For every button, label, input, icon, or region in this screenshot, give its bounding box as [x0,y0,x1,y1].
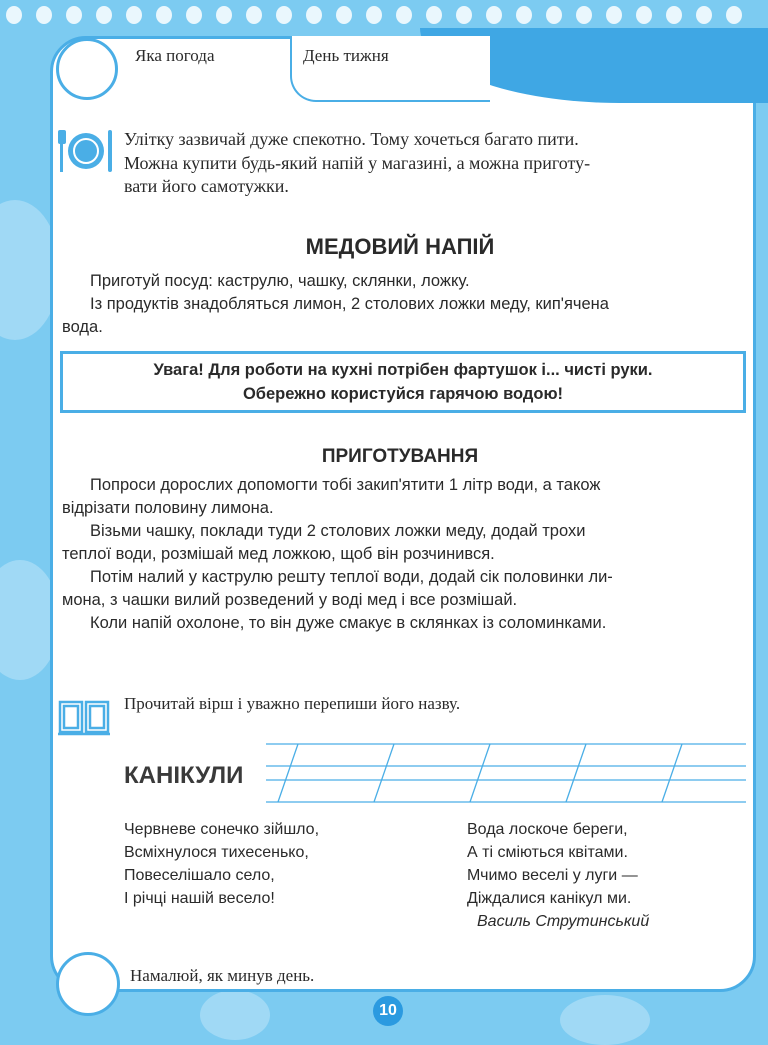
poem-line: А ті сміються квітами. [467,844,628,861]
poem-title: КАНІКУЛИ [124,762,244,789]
poem-line: Діждалися канікул ми. [467,890,632,907]
prep-line: відрізати половину лимона. [62,499,274,517]
prep-line: мона, з чашки вилий розведений у воді мед і все розмішай. [62,591,518,609]
prep-line: Візьми чашку, поклади туди 2 столових ложки меду, додай трохи [90,522,586,540]
intro-line: Улітку зазвичай дуже спекотно. Тому хочеться багато пити. [124,129,579,149]
weekday-label: День тижня [303,46,389,65]
prep-line: теплої води, розмішай мед ложкою, щоб він розчинився. [62,545,495,563]
recipe-line: Приготуй посуд: каструлю, чашку, склянки, ложку. [90,272,470,290]
intro-line: Можна купити будь-який напій у магазині, а можна приготу- [124,152,591,173]
intro-text [124,128,749,199]
preparation-title: ПРИГОТУВАННЯ [321,446,479,467]
poem-line: Повеселішало село, [124,867,275,884]
poem-line: Мчимо веселі у луги — [467,867,638,884]
poem-line: Червневе сонечко зійшло, [124,821,320,838]
warning-box [60,351,746,413]
poem-line: І річці нашій весело! [124,890,275,907]
poem-line: Всміхнулося тихесенько, [124,844,309,861]
poem-stanza-left [124,818,319,910]
spiral-binding-holes [0,6,768,22]
warning-line: Увага! Для роботи на кухні потрібен фартушок і... чисті руки. [153,361,653,379]
poem-task: Прочитай вірш і уважно перепиши його назву. [124,694,461,713]
background-leaf [200,990,270,1040]
poem-stanza-right [467,818,649,933]
weather-circle[interactable] [56,38,118,100]
plate-cutlery-icon [58,128,114,174]
recipe-line: Із продуктів знадобляться лимон, 2 столових ложки меду, кип'ячена [90,295,609,313]
recipe-line: вода. [62,318,103,336]
recipe-ingredients [62,270,746,339]
recipe-title: МЕДОВИЙ НАПІЙ [305,234,495,259]
page-number: 10 [373,996,403,1026]
preparation-text [62,474,748,635]
open-book-icon [56,696,112,738]
day-mood-circle[interactable] [56,952,120,1016]
draw-task: Намалюй, як минув день. [130,966,315,985]
prep-line: Потім налий у каструлю решту теплої води, додай сік половинки ли- [90,568,613,586]
background-leaf [560,995,650,1045]
prep-line: Коли напій охолоне, то він дуже смакує в склянках із соломинками. [90,614,607,632]
prep-line: Попроси дорослих допомогти тобі закип'ятити 1 літр води, а також [90,476,601,494]
weather-label: Яка погода [135,46,215,65]
handwriting-lines[interactable] [266,740,746,806]
poem-line: Вода лоскоче береги, [467,821,628,838]
intro-line: вати його самотужки. [124,176,289,196]
poem-author: Василь Струтинський [477,913,650,930]
warning-line: Обережно користуйся гарячою водою! [242,385,564,403]
